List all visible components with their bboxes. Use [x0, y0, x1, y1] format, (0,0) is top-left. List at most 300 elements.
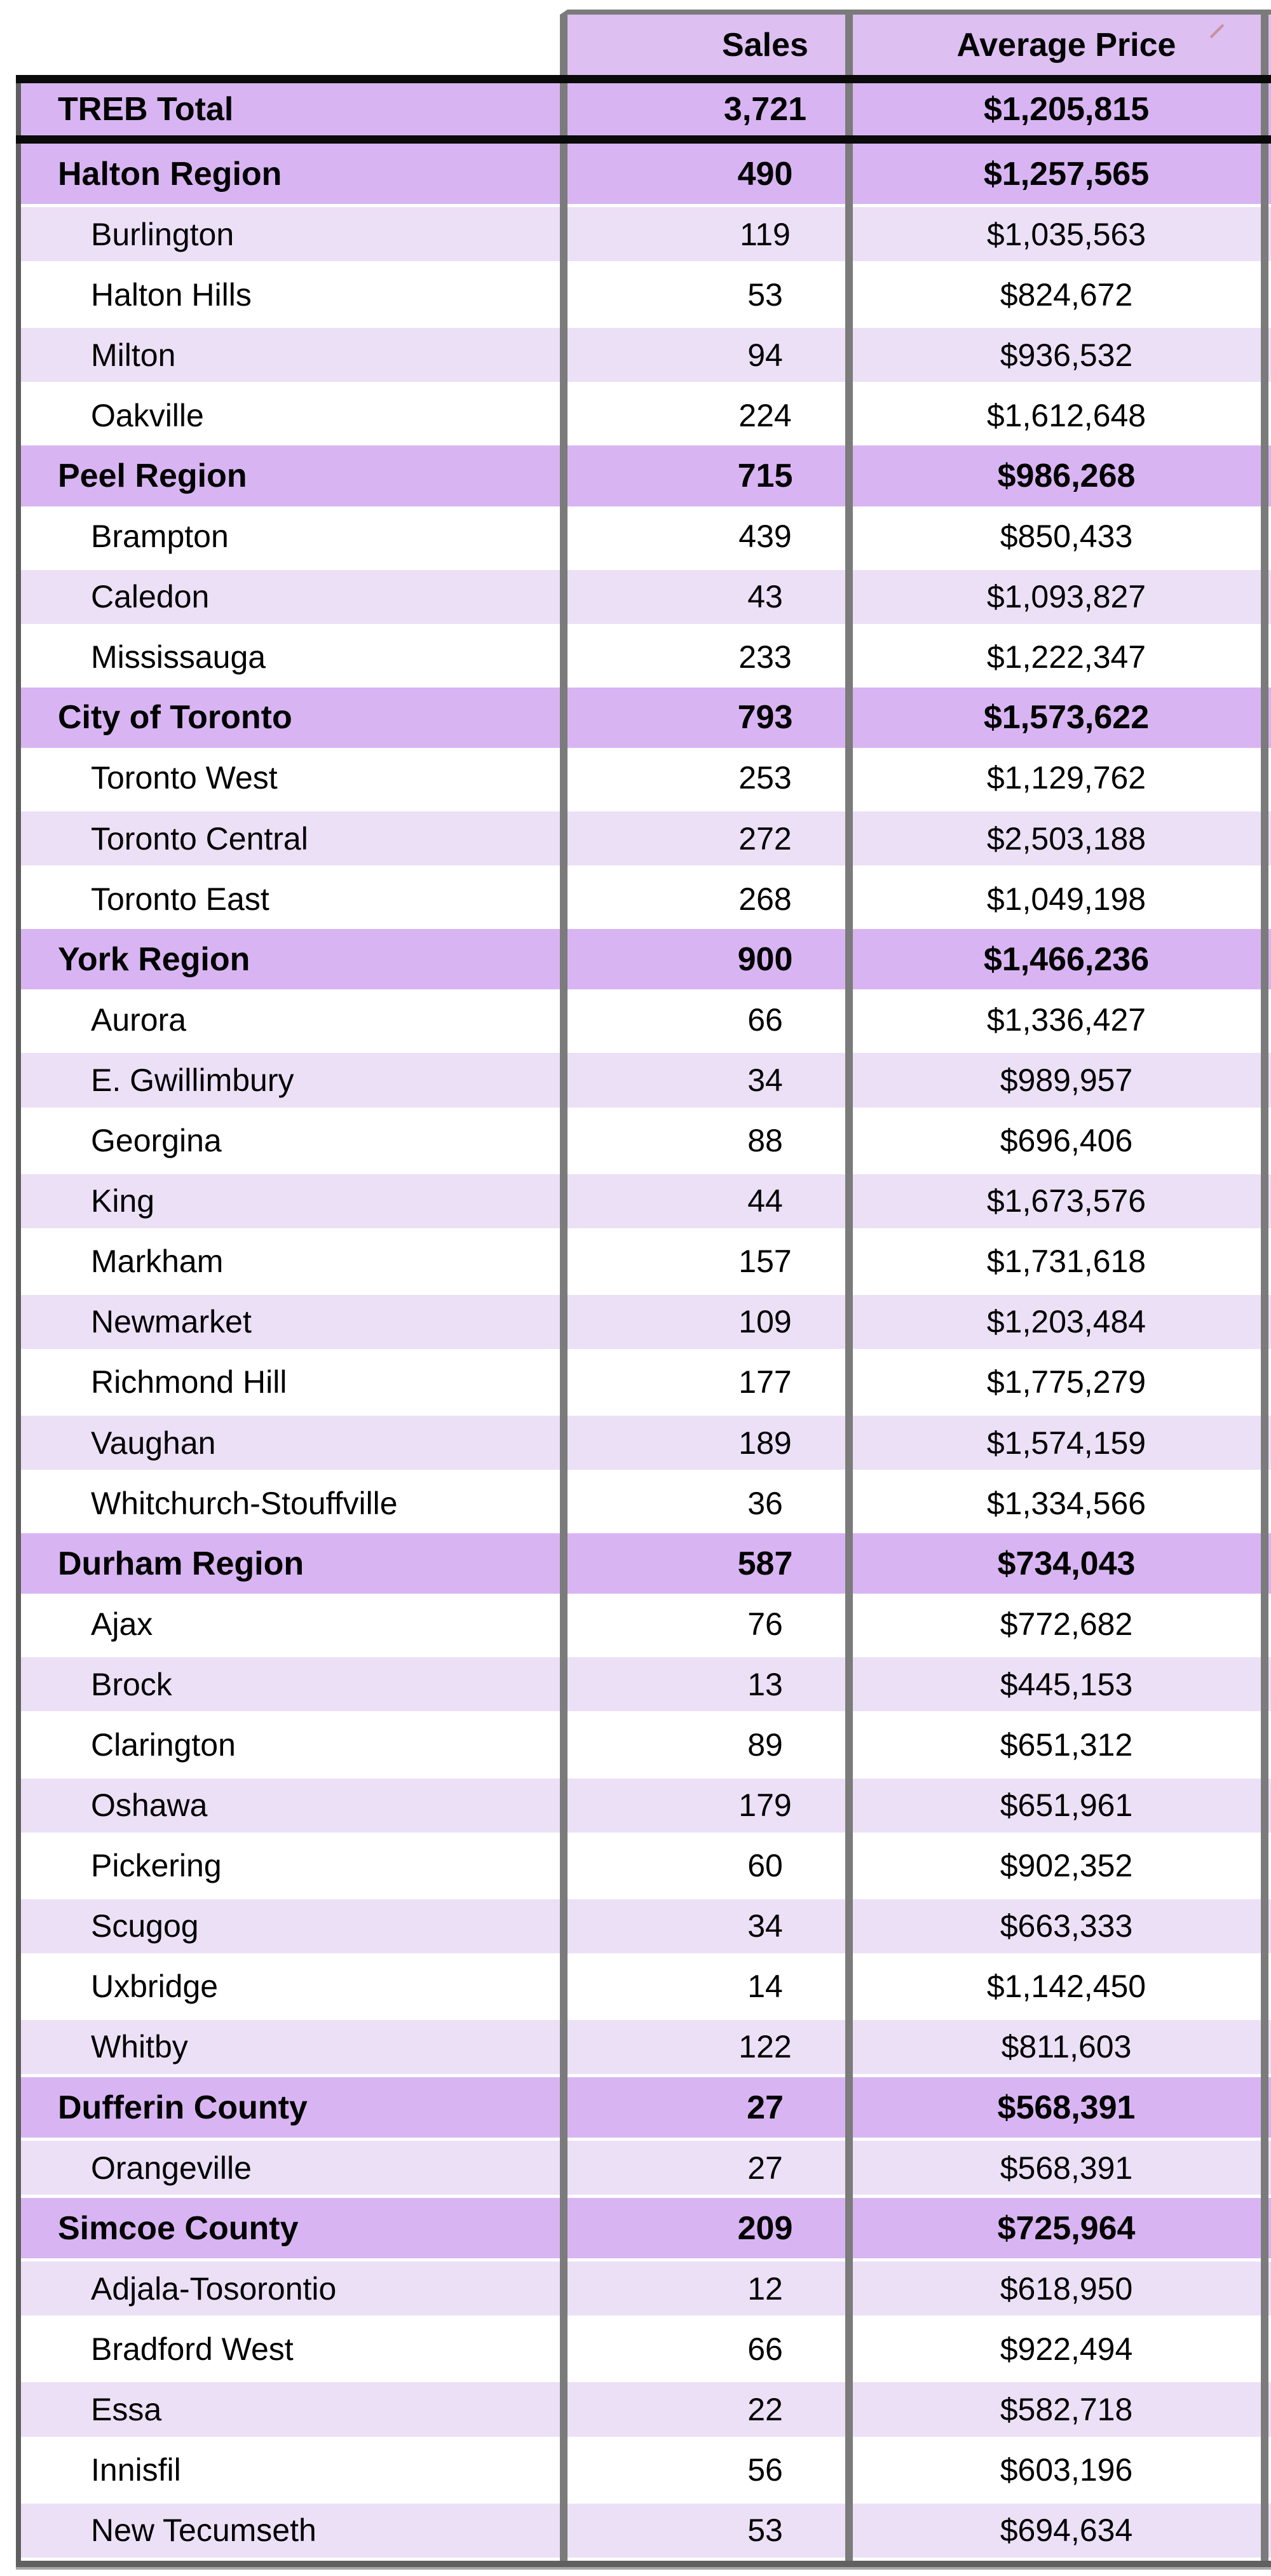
- region-name-label: E. Gwillimbury: [91, 1062, 294, 1098]
- region-name-label: Vaughan: [91, 1425, 216, 1461]
- sales-cell: [568, 1896, 853, 1956]
- sales-cell: [568, 1413, 853, 1473]
- average-price-value: $986,268: [997, 458, 1136, 495]
- table-row: [16, 445, 1271, 506]
- average-price-value: $1,573,622: [983, 699, 1150, 736]
- average-price-value: $1,222,347: [986, 639, 1146, 675]
- sales-cell: [568, 627, 853, 688]
- sales-cell: [568, 869, 853, 929]
- average-price-cell: [853, 1533, 1268, 1594]
- table-row: [16, 1714, 1271, 1775]
- sales-cell: [568, 1836, 853, 1896]
- region-name-label: Oakville: [91, 397, 204, 433]
- sales-cell: [568, 144, 853, 204]
- region-name-cell: [21, 1654, 568, 1714]
- sales-value: 157: [738, 1244, 792, 1280]
- sales-value: 66: [747, 2331, 783, 2367]
- region-name-label: Innisfil: [91, 2452, 181, 2488]
- sales-cell: [568, 1231, 853, 1292]
- region-name-label: Bradford West: [91, 2331, 294, 2367]
- sales-value: 34: [747, 1908, 783, 1944]
- average-price-cell: [853, 869, 1268, 929]
- region-name-label: Ajax: [91, 1606, 153, 1642]
- average-price-value: $696,406: [1000, 1123, 1133, 1159]
- sales-cell: [568, 989, 853, 1050]
- table-row: [16, 989, 1271, 1050]
- table-row: [16, 869, 1271, 929]
- region-name-cell: [21, 1775, 568, 1836]
- sales-cell: [568, 929, 853, 989]
- sales-value: 14: [747, 1969, 783, 2005]
- cutoff-column-sliver: [1268, 869, 1271, 929]
- sales-value: 715: [737, 458, 793, 495]
- region-name-cell: [21, 567, 568, 627]
- average-price-value: $936,532: [1000, 337, 1133, 373]
- sales-cell: [568, 506, 853, 567]
- table-bottom-border-shadow: [16, 2567, 1271, 2570]
- table-row: [16, 627, 1271, 688]
- table-row: [16, 2198, 1271, 2258]
- table-row: [16, 1050, 1271, 1110]
- cutoff-column-sliver: [1268, 929, 1271, 989]
- cutoff-column-sliver: [1268, 2379, 1271, 2439]
- cutoff-column-sliver: [1268, 1111, 1271, 1171]
- cutoff-column-sliver: [1268, 506, 1271, 567]
- table-row: [16, 2138, 1271, 2198]
- sales-value: 587: [737, 1545, 793, 1582]
- average-price-cell: [853, 1775, 1268, 1836]
- sales-value: 60: [747, 1848, 783, 1884]
- sales-cell: [568, 204, 853, 264]
- sales-value: 27: [747, 2150, 783, 2186]
- region-name-label: Whitchurch-Stouffville: [91, 1485, 398, 1521]
- blank-header-cell: [16, 10, 568, 75]
- cutoff-column-sliver: [1268, 264, 1271, 325]
- region-name-label: Halton Hills: [91, 276, 252, 313]
- average-price-value: $1,775,279: [986, 1364, 1146, 1400]
- sales-value: 88: [747, 1123, 783, 1159]
- cutoff-column-sliver: [1268, 2440, 1271, 2500]
- sales-value: 233: [738, 639, 792, 675]
- sales-cell: [568, 264, 853, 325]
- region-name-cell: [21, 2319, 568, 2379]
- average-price-cell: [853, 989, 1268, 1050]
- table-row: [16, 1836, 1271, 1896]
- region-name-cell: [21, 1533, 568, 1594]
- region-name-cell: [21, 748, 568, 808]
- sales-value: 490: [737, 155, 793, 193]
- table-row: [16, 748, 1271, 808]
- region-name-label: Aurora: [91, 1001, 187, 1038]
- sales-cell: [568, 2138, 853, 2198]
- average-price-value: $1,574,159: [986, 1425, 1146, 1461]
- average-price-cell: [853, 2017, 1268, 2077]
- sales-cell: [568, 1050, 853, 1110]
- cutoff-column-sliver: [1268, 144, 1271, 204]
- cutoff-column-sliver: [1268, 1352, 1271, 1413]
- region-name-cell: [21, 2379, 568, 2439]
- sales-cell: [568, 2077, 853, 2138]
- region-name-cell: [21, 627, 568, 688]
- cutoff-column-sliver: [1268, 989, 1271, 1050]
- average-price-value: $1,203,484: [986, 1304, 1146, 1340]
- sales-value: 900: [737, 940, 793, 978]
- sales-cell: [568, 567, 853, 627]
- average-price-value: $603,196: [1000, 2452, 1133, 2488]
- sales-cell: [568, 2198, 853, 2258]
- sales-value: 22: [747, 2392, 783, 2428]
- sales-cell: [568, 2258, 853, 2319]
- table-row: [16, 1473, 1271, 1533]
- average-price-cell: [853, 2138, 1268, 2198]
- region-name-label: TREB Total: [58, 91, 234, 128]
- table-row: [16, 325, 1271, 385]
- table-row: [16, 2017, 1271, 2077]
- table-row: [16, 1171, 1271, 1231]
- average-price-value: $1,049,198: [986, 881, 1146, 917]
- region-name-cell: [21, 2198, 568, 2258]
- average-price-cell: [853, 1111, 1268, 1171]
- region-name-label: Milton: [91, 337, 176, 373]
- cutoff-column-sliver: [1268, 2500, 1271, 2561]
- region-name-label: Toronto West: [91, 760, 278, 796]
- region-name-label: Whitby: [91, 2029, 188, 2065]
- average-price-value: $1,673,576: [986, 1183, 1146, 1219]
- sales-cell: [568, 2440, 853, 2500]
- region-name-label: Adjala-Tosorontio: [91, 2270, 337, 2307]
- region-name-label: Newmarket: [91, 1304, 252, 1340]
- sales-cell: [568, 1594, 853, 1654]
- average-price-cell: [853, 1654, 1268, 1714]
- sales-value: 66: [747, 1001, 783, 1038]
- average-price-value: $618,950: [1000, 2270, 1133, 2307]
- sales-value: 122: [738, 2029, 792, 2065]
- sales-cell: [568, 2379, 853, 2439]
- average-price-value: $734,043: [997, 1545, 1136, 1582]
- average-price-value: $1,093,827: [986, 579, 1146, 615]
- cutoff-column-sliver: [1268, 1775, 1271, 1836]
- sales-value: 13: [747, 1666, 783, 1702]
- sales-cell: [568, 1111, 853, 1171]
- table-row: [16, 929, 1271, 989]
- table-body: [16, 83, 1271, 2561]
- table-row: [16, 2440, 1271, 2500]
- average-price-value: $824,672: [1000, 276, 1133, 313]
- table-row: [16, 1533, 1271, 1594]
- region-name-label: Burlington: [91, 216, 234, 252]
- average-price-value: $1,731,618: [986, 1244, 1146, 1280]
- average-price-cell: [853, 627, 1268, 688]
- sales-value: 34: [747, 1062, 783, 1098]
- region-name-cell: [21, 2258, 568, 2319]
- average-price-value: $663,333: [1000, 1908, 1133, 1944]
- sales-cell: [568, 1352, 853, 1413]
- table-row: [16, 1896, 1271, 1956]
- average-price-cell: [853, 1050, 1268, 1110]
- average-price-value: $772,682: [1000, 1606, 1133, 1642]
- average-price-cell: [853, 1292, 1268, 1352]
- average-price-cell: [853, 385, 1268, 445]
- average-price-cell: [853, 1473, 1268, 1533]
- cutoff-column-sliver: [1268, 1292, 1271, 1352]
- cutoff-column-sliver: [1268, 1171, 1271, 1231]
- average-price-value: $445,153: [1000, 1666, 1133, 1702]
- region-name-label: Caledon: [91, 579, 210, 615]
- cutoff-column-sliver: [1268, 627, 1271, 688]
- region-name-cell: [21, 1473, 568, 1533]
- average-price-cell: [853, 1352, 1268, 1413]
- region-name-label: Oshawa: [91, 1787, 208, 1824]
- region-name-label: Brock: [91, 1666, 172, 1702]
- average-price-value: $902,352: [1000, 1848, 1133, 1884]
- average-price-cell: [853, 204, 1268, 264]
- table-row: [16, 1413, 1271, 1473]
- average-price-value: $850,433: [1000, 519, 1133, 555]
- region-name-cell: [21, 1896, 568, 1956]
- sales-value: 179: [738, 1787, 792, 1824]
- cutoff-column-sliver: [1268, 204, 1271, 264]
- cutoff-column-sliver: [1268, 2198, 1271, 2258]
- table-row: [16, 1594, 1271, 1654]
- sales-column-header: [568, 10, 853, 75]
- region-name-label: Uxbridge: [91, 1969, 219, 2005]
- sales-value: 268: [738, 881, 792, 917]
- average-price-value: $568,391: [1000, 2150, 1133, 2186]
- sales-value: 793: [737, 699, 793, 736]
- region-name-cell: [21, 2138, 568, 2198]
- table-bottom-border: [16, 2561, 1271, 2567]
- table-row: [16, 2319, 1271, 2379]
- table-header-row: [16, 10, 1271, 75]
- average-price-value: $1,035,563: [986, 216, 1146, 252]
- sales-value: 53: [747, 276, 783, 313]
- table-row: [16, 2379, 1271, 2439]
- region-name-cell: [21, 1413, 568, 1473]
- average-price-value: $1,612,648: [986, 397, 1146, 433]
- sales-value: 44: [747, 1183, 783, 1219]
- region-name-label: Brampton: [91, 519, 229, 555]
- region-name-label: Scugog: [91, 1908, 199, 1944]
- header-bottom-rule: [16, 75, 1271, 83]
- average-price-cell: [853, 1594, 1268, 1654]
- table-row: [16, 1231, 1271, 1292]
- region-name-label: Georgina: [91, 1123, 222, 1159]
- average-price-value: $1,129,762: [986, 760, 1146, 796]
- sales-value: 36: [747, 1485, 783, 1521]
- cutoff-column-sliver: [1268, 1714, 1271, 1775]
- sales-value: 3,721: [723, 91, 807, 128]
- average-price-value: $2,503,188: [986, 820, 1146, 857]
- region-name-cell: [21, 808, 568, 869]
- sales-cell: [568, 1714, 853, 1775]
- sales-cell: [568, 325, 853, 385]
- region-name-cell: [21, 1231, 568, 1292]
- table-row: [16, 1654, 1271, 1714]
- average-price-cell: [853, 1413, 1268, 1473]
- region-name-label: Peel Region: [58, 458, 247, 495]
- sales-cell: [568, 1473, 853, 1533]
- region-name-cell: [21, 1171, 568, 1231]
- average-price-cell: [853, 1231, 1268, 1292]
- sales-value: 43: [747, 579, 783, 615]
- sales-value: 53: [747, 2512, 783, 2549]
- table-row: [16, 688, 1271, 748]
- region-name-cell: [21, 1352, 568, 1413]
- cutoff-column-sliver: [1268, 385, 1271, 445]
- average-price-value: $725,964: [997, 2209, 1136, 2247]
- average-price-cell: [853, 2077, 1268, 2138]
- average-price-cell: [853, 748, 1268, 808]
- sales-value: 94: [747, 337, 783, 373]
- sales-cell: [568, 1533, 853, 1594]
- region-name-label: Halton Region: [58, 155, 282, 193]
- region-name-cell: [21, 264, 568, 325]
- table-row: [16, 2077, 1271, 2138]
- sales-value: 56: [747, 2452, 783, 2488]
- sales-value: 177: [738, 1364, 792, 1400]
- table-row: [16, 1956, 1271, 2017]
- cutoff-column-sliver: [1268, 1836, 1271, 1896]
- region-name-label: King: [91, 1183, 155, 1219]
- average-price-cell: [853, 2198, 1268, 2258]
- sales-value: 12: [747, 2270, 783, 2307]
- cutoff-column-sliver: [1268, 2077, 1271, 2138]
- region-name-cell: [21, 688, 568, 748]
- region-name-label: Pickering: [91, 1848, 222, 1884]
- region-name-cell: [21, 929, 568, 989]
- table-row: [16, 1775, 1271, 1836]
- cutoff-column-sliver: [1268, 10, 1271, 75]
- sales-value: 89: [747, 1726, 783, 1763]
- cutoff-column-sliver: [1268, 1594, 1271, 1654]
- cutoff-column-sliver: [1268, 2258, 1271, 2319]
- average-price-cell: [853, 325, 1268, 385]
- region-name-label: City of Toronto: [58, 699, 292, 736]
- average-price-value: $1,334,566: [986, 1485, 1146, 1521]
- average-price-cell: [853, 567, 1268, 627]
- region-name-label: Richmond Hill: [91, 1364, 287, 1400]
- region-name-cell: [21, 506, 568, 567]
- cutoff-column-sliver: [1268, 808, 1271, 869]
- average-price-cell: [853, 688, 1268, 748]
- region-name-cell: [21, 1956, 568, 2017]
- average-price-column-header-label: Average Price: [956, 26, 1176, 64]
- cutoff-column-sliver: [1268, 1473, 1271, 1533]
- table-row: [16, 385, 1271, 445]
- average-price-cell: [853, 264, 1268, 325]
- cutoff-column-sliver: [1268, 1533, 1271, 1594]
- table-row: [16, 567, 1271, 627]
- average-price-value: $651,312: [1000, 1726, 1133, 1763]
- sales-value: 109: [738, 1304, 792, 1340]
- cutoff-column-sliver: [1268, 1956, 1271, 2017]
- average-price-cell: [853, 1171, 1268, 1231]
- sales-value: 439: [738, 519, 792, 555]
- sales-cell: [568, 2500, 853, 2561]
- sales-value: 76: [747, 1606, 783, 1642]
- region-name-cell: [21, 989, 568, 1050]
- table-row: [16, 808, 1271, 869]
- average-price-value: $811,603: [1001, 2029, 1132, 2065]
- table-row: [16, 2258, 1271, 2319]
- table-row: [16, 144, 1271, 204]
- sales-value: 27: [747, 2089, 784, 2126]
- region-name-cell: [21, 1594, 568, 1654]
- average-price-value: $694,634: [1000, 2512, 1133, 2549]
- region-name-cell: [21, 1714, 568, 1775]
- region-name-cell: [21, 2440, 568, 2500]
- average-price-cell: [853, 2379, 1268, 2439]
- cutoff-column-sliver: [1268, 567, 1271, 627]
- cutoff-column-sliver: [1268, 2138, 1271, 2198]
- region-name-cell: [21, 385, 568, 445]
- cutoff-column-sliver: [1268, 748, 1271, 808]
- cutoff-column-sliver: [1268, 1050, 1271, 1110]
- sales-cell: [568, 445, 853, 506]
- region-name-label: Mississauga: [91, 639, 266, 675]
- sales-value: 253: [738, 760, 792, 796]
- region-name-label: Durham Region: [58, 1545, 304, 1582]
- cutoff-column-sliver: [1268, 688, 1271, 748]
- region-name-label: Simcoe County: [58, 2209, 299, 2247]
- table-row: [16, 2500, 1271, 2561]
- cutoff-column-sliver: [1268, 1654, 1271, 1714]
- treb-market-watch-table: [16, 10, 1271, 2570]
- average-price-column-header: [853, 10, 1268, 75]
- region-name-cell: [21, 204, 568, 264]
- region-name-label: Essa: [91, 2392, 162, 2428]
- average-price-cell: [853, 2319, 1268, 2379]
- total-bottom-rule: [16, 135, 1271, 144]
- average-price-cell: [853, 1896, 1268, 1956]
- average-price-cell: [853, 1714, 1268, 1775]
- average-price-cell: [853, 2258, 1268, 2319]
- average-price-cell: [853, 2440, 1268, 2500]
- average-price-cell: [853, 83, 1268, 135]
- region-name-cell: [21, 2077, 568, 2138]
- region-name-cell: [21, 1292, 568, 1352]
- cutoff-column-sliver: [1268, 445, 1271, 506]
- sales-cell: [568, 1956, 853, 2017]
- average-price-value: $1,336,427: [986, 1001, 1146, 1038]
- sales-cell: [568, 1654, 853, 1714]
- sales-cell: [568, 1292, 853, 1352]
- region-name-cell: [21, 445, 568, 506]
- cutoff-column-sliver: [1268, 2319, 1271, 2379]
- table-row: [16, 204, 1271, 264]
- average-price-cell: [853, 929, 1268, 989]
- region-name-cell: [21, 325, 568, 385]
- average-price-cell: [853, 2500, 1268, 2561]
- table-row: [16, 264, 1271, 325]
- cutoff-column-sliver: [1268, 83, 1271, 135]
- cutoff-column-sliver: [1268, 1413, 1271, 1473]
- sales-value: 209: [737, 2209, 793, 2247]
- cutoff-column-sliver: [1268, 1231, 1271, 1292]
- average-price-cell: [853, 506, 1268, 567]
- sales-cell: [568, 2017, 853, 2077]
- region-name-label: Toronto East: [91, 881, 269, 917]
- average-price-value: $1,466,236: [983, 940, 1150, 978]
- table-row: [16, 1352, 1271, 1413]
- average-price-cell: [853, 445, 1268, 506]
- region-name-cell: [21, 144, 568, 204]
- region-name-label: Orangeville: [91, 2150, 252, 2186]
- region-name-cell: [21, 83, 568, 135]
- sales-value: 224: [738, 397, 792, 433]
- table-row: [16, 1111, 1271, 1171]
- region-name-cell: [21, 869, 568, 929]
